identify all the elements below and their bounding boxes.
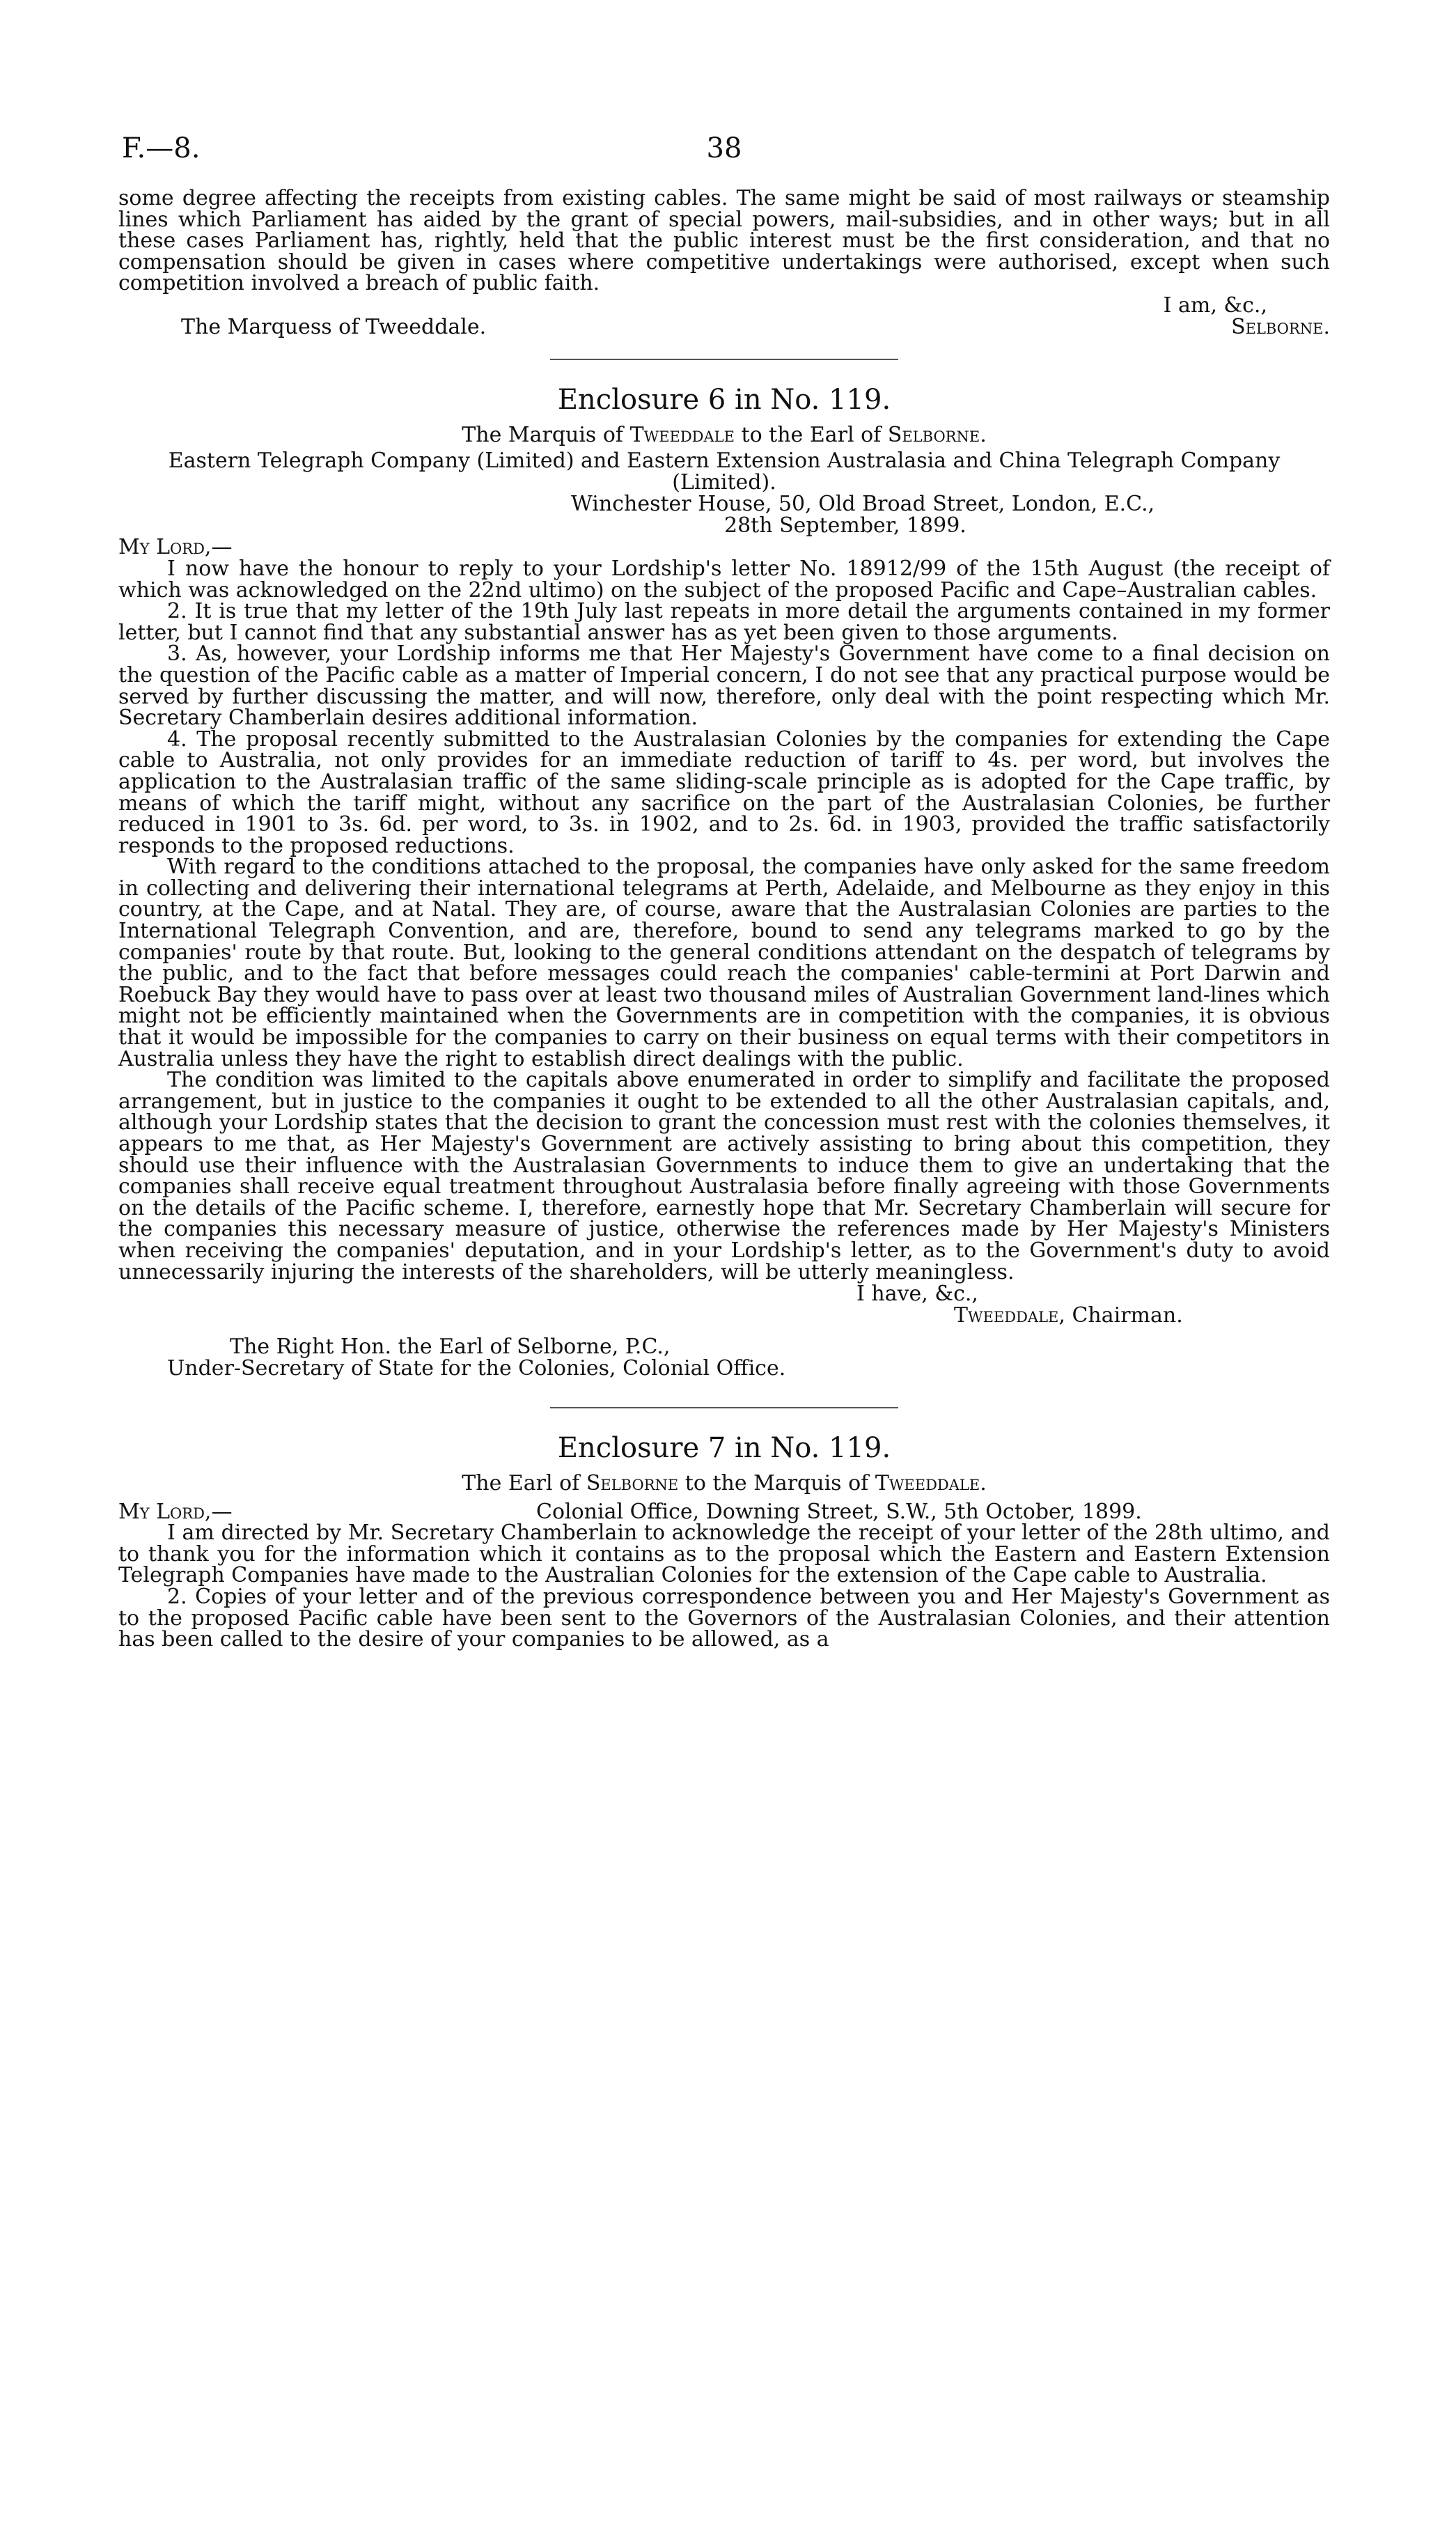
enclosure-6-address: Winchester House, 50, Old Broad Street, London, E.C., (571, 491, 1155, 516)
enclosure-6-paragraph: The condition was limited to the capitals above enumerated in order to simplify and facilitate the proposed arrangement, but in justice to the companies it ought to be extended to all the other Australasian capitals, and, although your Lordship states that the decision to grant the concession must rest with the colonies themselves, it appears to me that, as Her Majesty's Government are actively assisting to bring about this competition, they should use their influence with the Australasian Governments to induce them to give an undertaking that the companies shall receive equal treatment throughout Australasia before finally agreeing with those Governments on the details of the Pacific scheme. I, therefore, earnestly hope that Mr. Secretary Chamberlain will secure for the companies this necessary measure of justice, otherwise the references made by Her Majesty's Ministers when receiving the companies' deputation, and in your Lordship's letter, as to the Government's duty to avoid unnecessarily injuring the interests of the shareholders, will be utterly meaningless. (118, 1068, 1330, 1284)
continuation-addressee: The Marquess of Tweeddale. (181, 314, 487, 339)
subtitle-to: Selborne. (887, 422, 987, 447)
subtitle-mid: to the Earl of (741, 422, 882, 447)
section-divider (550, 359, 898, 360)
continuation-closing: I am, &c., (1163, 293, 1267, 318)
enclosure-7-salutation-row (118, 1501, 1330, 1523)
subtitle-from: Tweeddale (629, 422, 735, 447)
addressee-line-1: The Right Hon. the Earl of Selborne, P.C., (230, 1335, 671, 1360)
enclosure-6-company: Eastern Telegraph Company (Limited) and Eastern Extension Australasia and China Telegraph Company (Limited). (168, 448, 1281, 495)
enclosure-7-paragraph: 2. Copies of your letter and of the previous correspondence between you and Her Majesty's Government as to the proposed Pacific cable have been sent to the Governors of the Australasian Colonies, and their attention has been called to the desire of your companies to be allowed, as a (118, 1584, 1330, 1652)
enclosure-7-paragraph: I am directed by Mr. Secretary Chamberlain to acknowledge the receipt of your letter of the 28th ultimo, and to thank you for the information which it contains as to the proposal which the Eastern and Eastern Extension Telegraph Companies have made to the Australian Colonies for the extension of the Cape cable to Australia. (118, 1521, 1330, 1588)
page-number: 38 (706, 132, 742, 164)
enclosure-6-salutation: My Lord,— (118, 534, 233, 559)
enclosure-7-subtitle (118, 1472, 1330, 1494)
signature-role: Chairman. (1072, 1303, 1183, 1328)
continuation-letter (118, 188, 1330, 338)
enclosure-6-closing-row (118, 1283, 1330, 1305)
addressee-line-2: Under-Secretary of State for the Colonies, Colonial Office. (167, 1356, 786, 1381)
enclosure-7-salutation: My Lord,— (118, 1500, 233, 1525)
enclosure-6-paragraph: 3. As, however, your Lordship informs me that Her Majesty's Government have come to a final decision on the question of the Pacific cable as a matter of Imperial concern, I do not see that any practical purpose would be served by further discussing the matter, and will now, therefore, only deal with the point respecting which Mr. Secretary Chamberlain desires additional information. (118, 642, 1330, 731)
enclosure-6-addressee (118, 1336, 1330, 1379)
document-page (118, 132, 1330, 1651)
continuation-paragraph: some degree affecting the receipts from existing cables. The same might be said of most railways or steamship lines which Parliament has aided by the grant of special powers, mail-subsidies, and in other ways; but in all these cases Parliament has, rightly, held that the public interest must be the first consideration, and that no compensation should be given in cases where competitive undertakings were authorised, except when such competition involved a breach of public faith. (118, 186, 1330, 296)
enclosure-6-subtitle (118, 424, 1330, 446)
enclosure-6-paragraph: I now have the honour to reply to your Lordship's letter No. 18912/99 of the 15th August (the receipt of which was acknowledged on the 22nd ultimo) on the subject of the proposed Pacific and Cape–Australian cables. (118, 556, 1330, 603)
enclosure-6-signature-row (118, 1305, 1330, 1326)
enclosure-6-paragraph: With regard to the conditions attached to the proposal, the companies have only asked for the same freedom in collecting and delivering their international telegrams at Perth, Adelaide, and Melbourne as they enjoy in this country, at the Cape, and at Natal. They are, of course, aware that the Australasian Colonies are parties to the International Telegraph Convention, and are, therefore, bound to send any telegrams marked to go by the companies' route by that route. But, looking to the general conditions attendant on the despatch of telegrams by the public, and to the fact that before messages could reach the companies' cable-termini at Port Darwin and Roebuck Bay they would have to pass over at least two thousand miles of Australian Government land-lines which might not be efficiently maintained when the Governments are in competition with the companies, it is obvious that it would be impossible for the companies to carry on their business on equal terms with their competitors in Australia unless they have the right to establish direct dealings with the public. (118, 855, 1330, 1071)
enclosure-6-signature (954, 1305, 1183, 1326)
section-divider (550, 1407, 898, 1408)
document-reference: F.—8. (122, 132, 201, 164)
subtitle-to: Tweeddale. (875, 1471, 987, 1496)
enclosure-7-address-date: Colonial Office, Downing Street, S.W., 5th October, 1899. (536, 1500, 1142, 1525)
subtitle-pre: The Marquis of (462, 422, 624, 447)
subtitle-from: Selborne (586, 1471, 679, 1496)
enclosure-6 (118, 384, 1330, 1379)
subtitle-pre: The Earl of (462, 1471, 580, 1496)
page-header (118, 132, 1330, 174)
enclosure-6-title: Enclosure 6 in No. 119. (557, 383, 891, 416)
continuation-signature-row (118, 316, 1330, 338)
enclosure-6-paragraph: 4. The proposal recently submitted to the Australasian Colonies by the companies for extending the Cape cable to Australia, not only provides for an immediate reduction of tariff to 4s. per word, but involves the application to the Australasian traffic of the same sliding-scale principle as is adopted for the Cape traffic, by means of which the tariff might, without any sacrifice on the part of the Australasian Colonies, be further reduced in 1901 to 3s. 6d. per word, to 3s. in 1902, and to 2s. 6d. in 1903, provided the traffic satisfactorily responds to the proposed reductions. (118, 726, 1330, 858)
enclosure-6-closing: I have, &c., (856, 1282, 978, 1307)
continuation-signature: Selborne. (1231, 314, 1330, 339)
enclosure-6-date: 28th September, 1899. (724, 513, 966, 538)
enclosure-7 (118, 1432, 1330, 1651)
enclosure-6-paragraph: 2. It is true that my letter of the 19th July last repeats in more detail the arguments contained in my former letter, but I cannot find that any substantial answer has as yet been given to those arguments. (118, 599, 1330, 645)
enclosure-6-address-block (118, 493, 1330, 559)
subtitle-mid: to the Marquis of (684, 1471, 869, 1496)
enclosure-7-title: Enclosure 7 in No. 119. (557, 1432, 891, 1465)
signature-name: Tweeddale, (954, 1303, 1065, 1328)
